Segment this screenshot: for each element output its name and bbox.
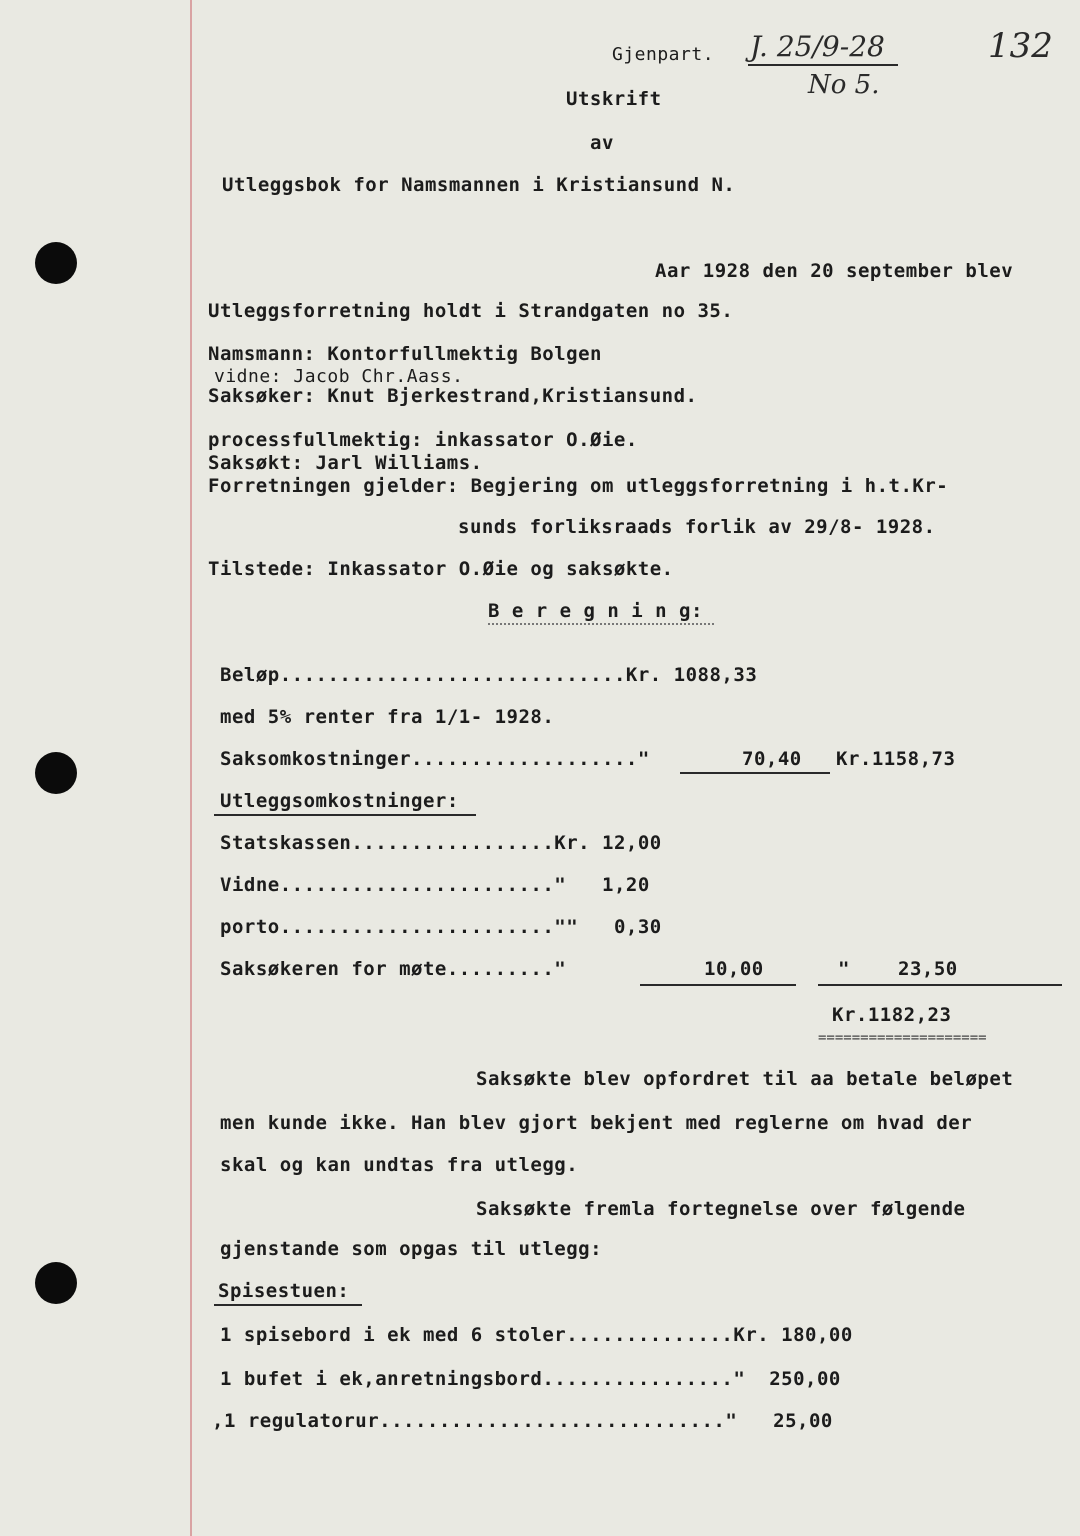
belop-line: Beløp.............................Kr. 1088,33	[220, 664, 758, 686]
title-av: av	[590, 132, 614, 154]
gjelder-line-1: Forretningen gjelder: Begjering om utleggsforretning i h.t.Kr-	[208, 475, 949, 497]
saksoker-line: Saksøker: Knut Bjerkestrand,Kristiansund.	[208, 385, 698, 407]
utleggsomkostninger-heading: Utleggsomkostninger:	[220, 790, 459, 812]
utleggsomkostninger-underline	[214, 814, 476, 816]
saksomkostninger-line: Saksomkostninger..................."	[220, 748, 650, 770]
vidne-line: vidne: Jacob Chr.Aass.	[214, 366, 464, 387]
margin-line	[190, 0, 192, 1536]
spisestuen-underline	[214, 1304, 362, 1306]
cost-underline	[640, 984, 796, 986]
statskassen-line: Statskassen.................Kr. 12,00	[220, 832, 662, 854]
sum-amount: 23,50	[898, 958, 958, 980]
paragraph-1-line-2: men kunde ikke. Han blev gjort bekjent med reglerne om hvad der	[220, 1112, 973, 1134]
beregning-underline	[488, 623, 714, 625]
saksomkostninger-total: Kr.1158,73	[836, 748, 956, 770]
amount-underline	[680, 772, 830, 774]
paragraph-2-line-1: Saksøkte fremla fortegnelse over følgende	[476, 1198, 966, 1220]
date-underline	[748, 64, 898, 66]
namsmann-line: Namsmann: Kontorfullmektig Bolgen	[208, 343, 602, 365]
total-double-rule: ====================	[818, 1030, 987, 1046]
saksomkostninger-amount: 70,40	[742, 748, 802, 770]
punch-hole	[35, 1262, 77, 1304]
sum-quote: "	[838, 958, 850, 980]
porto-line: porto......................."" 0,30	[220, 916, 662, 938]
gjenpart-label: Gjenpart.	[612, 44, 715, 65]
saksokeren-line: Saksøkeren for møte........."	[220, 958, 567, 980]
paragraph-1-line-3: skal og kan undtas fra utlegg.	[220, 1154, 579, 1176]
list-item: 1 spisebord i ek med 6 stoler..............Kr. 180,00	[220, 1324, 853, 1346]
intro-date: Aar 1928 den 20 september blev	[655, 260, 1014, 282]
tilstede-line: Tilstede: Inkassator O.Øie og saksøkte.	[208, 558, 674, 580]
handwritten-number: No 5.	[808, 70, 880, 100]
prosessfullmektig-line: processfullmektig: inkassator O.Øie.	[208, 429, 638, 451]
intro-location: Utleggsforretning holdt i Strandgaten no 35.	[208, 300, 734, 322]
spisestuen-heading: Spisestuen:	[218, 1280, 350, 1302]
sum-underline	[818, 984, 1062, 986]
gjelder-line-2: sunds forliksraads forlik av 29/8- 1928.	[458, 516, 936, 538]
paragraph-2-line-2: gjenstande som opgas til utlegg:	[220, 1238, 603, 1260]
beregning-heading: B e r e g n i n g:	[488, 600, 703, 622]
title-utleggsbok: Utleggsbok for Namsmannen i Kristiansund N.	[222, 174, 736, 196]
title-utskrift: Utskrift	[566, 88, 662, 110]
page-number: 132	[988, 26, 1053, 66]
punch-hole	[35, 752, 77, 794]
handwritten-date: J. 25/9-28	[750, 30, 885, 63]
list-item: ,1 regulatorur............................." 25,00	[212, 1410, 833, 1432]
saksokt-line: Saksøkt: Jarl Williams.	[208, 452, 483, 474]
total-amount: Kr.1182,23	[832, 1004, 952, 1026]
renter-line: med 5% renter fra 1/1- 1928.	[220, 706, 555, 728]
list-item: 1 bufet i ek,anretningsbord................" 250,00	[220, 1368, 841, 1390]
paragraph-1-line-1: Saksøkte blev opfordret til aa betale beløpet	[476, 1068, 1014, 1090]
vidne-cost-line: Vidne......................." 1,20	[220, 874, 650, 896]
punch-hole	[35, 242, 77, 284]
saksokeren-amount: 10,00	[704, 958, 764, 980]
